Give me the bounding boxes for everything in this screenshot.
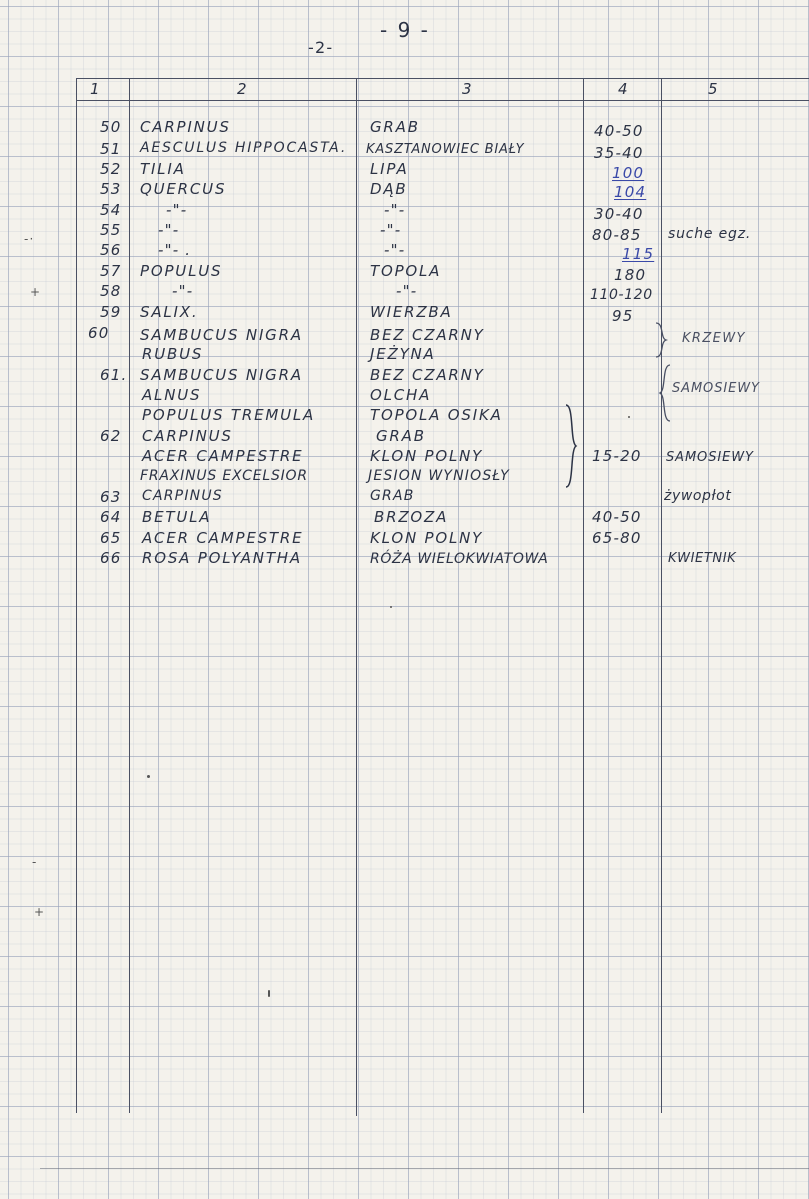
row-number: 65	[100, 529, 122, 547]
age-value: 40-50	[594, 122, 644, 140]
latin-name: -"-	[158, 221, 180, 239]
row-number: 62	[100, 427, 122, 445]
row-number: 63	[100, 488, 122, 506]
row-number: 61.	[100, 366, 128, 384]
latin-name: -"-	[166, 201, 188, 219]
latin-name: BETULA	[142, 508, 212, 526]
latin-name: POPULUS	[140, 262, 223, 280]
column-divider	[583, 78, 584, 1113]
column-header-3: 3	[462, 80, 472, 98]
column-divider	[129, 78, 130, 1113]
age-value: 100	[612, 164, 645, 182]
age-value: 104	[614, 183, 647, 201]
note: SAMOSIEWY	[672, 381, 760, 396]
polish-name: RÓŻA WIELOKWIATOWA	[370, 551, 549, 567]
polish-name: -"-	[396, 282, 418, 300]
polish-name: TOPOLA	[370, 262, 442, 280]
age-value: 30-40	[594, 205, 644, 223]
column-header-4: 4	[618, 80, 628, 98]
latin-name: ACER CAMPESTRE	[142, 529, 304, 547]
polish-name: KLON POLNY	[370, 447, 484, 465]
polish-name: GRAB	[370, 488, 415, 504]
column-header-2: 2	[237, 80, 247, 98]
latin-name: TILIA	[140, 160, 186, 178]
latin-name: POPULUS TREMULA	[142, 406, 316, 424]
page-number: - 9 -	[380, 18, 430, 42]
latin-name: FRAXINUS EXCELSIOR	[140, 468, 308, 484]
row-number: 58	[100, 282, 122, 300]
polish-name: JESION WYNIOSŁY	[368, 468, 510, 484]
polish-name: GRAB	[376, 427, 426, 445]
ink-speck	[147, 775, 150, 778]
margin-mark: +	[34, 905, 46, 919]
table-header-rule	[76, 100, 809, 101]
polish-name: BEZ CZARNY	[370, 326, 485, 344]
polish-name: DĄB	[370, 180, 408, 198]
polish-name: -"-	[384, 201, 406, 219]
margin-mark: -·	[24, 232, 35, 246]
bottom-rule	[40, 1168, 809, 1169]
age-value: 40-50	[592, 508, 642, 526]
row-number: 53	[100, 180, 122, 198]
latin-name: SAMBUCUS NIGRA	[140, 326, 303, 344]
margin-mark: +	[30, 285, 42, 299]
polish-name: KLON POLNY	[370, 529, 484, 547]
row-number: 50	[100, 118, 122, 136]
latin-name: AESCULUS HIPPOCASTA.	[140, 140, 348, 156]
age-value: 65-80	[592, 529, 642, 547]
latin-name: CARPINUS	[142, 488, 223, 504]
polish-name: GRAB	[370, 118, 420, 136]
column-divider	[76, 78, 77, 1113]
row-number: 55	[100, 221, 122, 239]
latin-name: CARPINUS	[140, 118, 231, 136]
polish-name: -"-	[380, 221, 402, 239]
brace-group-62	[560, 402, 584, 490]
latin-name: CARPINUS	[142, 427, 233, 445]
row-number: 60	[88, 324, 110, 342]
latin-name: SAMBUCUS NIGRA	[140, 366, 303, 384]
table-top-rule	[76, 78, 809, 79]
latin-name: SALIX.	[140, 303, 199, 321]
row-number: 52	[100, 160, 122, 178]
latin-name: -"- .	[158, 241, 192, 259]
polish-name: JEŻYNA	[370, 345, 436, 363]
row-number: 66	[100, 549, 122, 567]
age-value: 95	[612, 307, 634, 325]
polish-name: WIERZBA	[370, 303, 453, 321]
age-value: 80-85	[592, 226, 642, 244]
ink-speck	[390, 606, 392, 608]
polish-name: LIPA	[370, 160, 409, 178]
latin-name: RUBUS	[142, 345, 204, 363]
latin-name: ROSA POLYANTHA	[142, 549, 302, 567]
ink-speck	[628, 416, 630, 418]
latin-name: ACER CAMPESTRE	[142, 447, 304, 465]
note: SAMOSIEWY	[666, 450, 754, 465]
row-number: 59	[100, 303, 122, 321]
polish-name: KASZTANOWIEC BIAŁY	[366, 142, 525, 157]
row-number: 57	[100, 262, 122, 280]
polish-name: TOPOLA OSIKA	[370, 406, 503, 424]
row-number: 56	[100, 241, 122, 259]
polish-name: BRZOZA	[374, 508, 449, 526]
age-value: 115	[622, 245, 655, 263]
note: żywopłot	[664, 488, 732, 504]
polish-name: BEZ CZARNY	[370, 366, 485, 384]
polish-name: -"-	[384, 241, 406, 259]
latin-name: ALNUS	[142, 386, 202, 404]
row-number: 54	[100, 201, 122, 219]
column-header-1: 1	[90, 80, 100, 98]
column-divider	[356, 78, 357, 1116]
column-divider	[661, 78, 662, 1113]
age-value: 110-120	[590, 287, 653, 303]
note: KWIETNIK	[668, 551, 737, 566]
age-value: 15-20	[592, 447, 642, 465]
row-number: 51	[100, 140, 122, 158]
row-number: 64	[100, 508, 122, 526]
latin-name: QUERCUS	[140, 180, 227, 198]
page-number-secondary: -2-	[308, 38, 334, 57]
polish-name: OLCHA	[370, 386, 432, 404]
margin-mark: -	[32, 855, 38, 869]
note: KRZEWY	[682, 331, 746, 346]
brace-samosiewy	[656, 362, 680, 424]
column-header-5: 5	[708, 80, 718, 98]
note: suche egz.	[668, 226, 752, 242]
latin-name: -"-	[172, 282, 194, 300]
brace-krzewy	[650, 320, 680, 360]
age-value: 35-40	[594, 144, 644, 162]
age-value: 180	[614, 266, 647, 284]
ink-speck	[268, 990, 270, 997]
